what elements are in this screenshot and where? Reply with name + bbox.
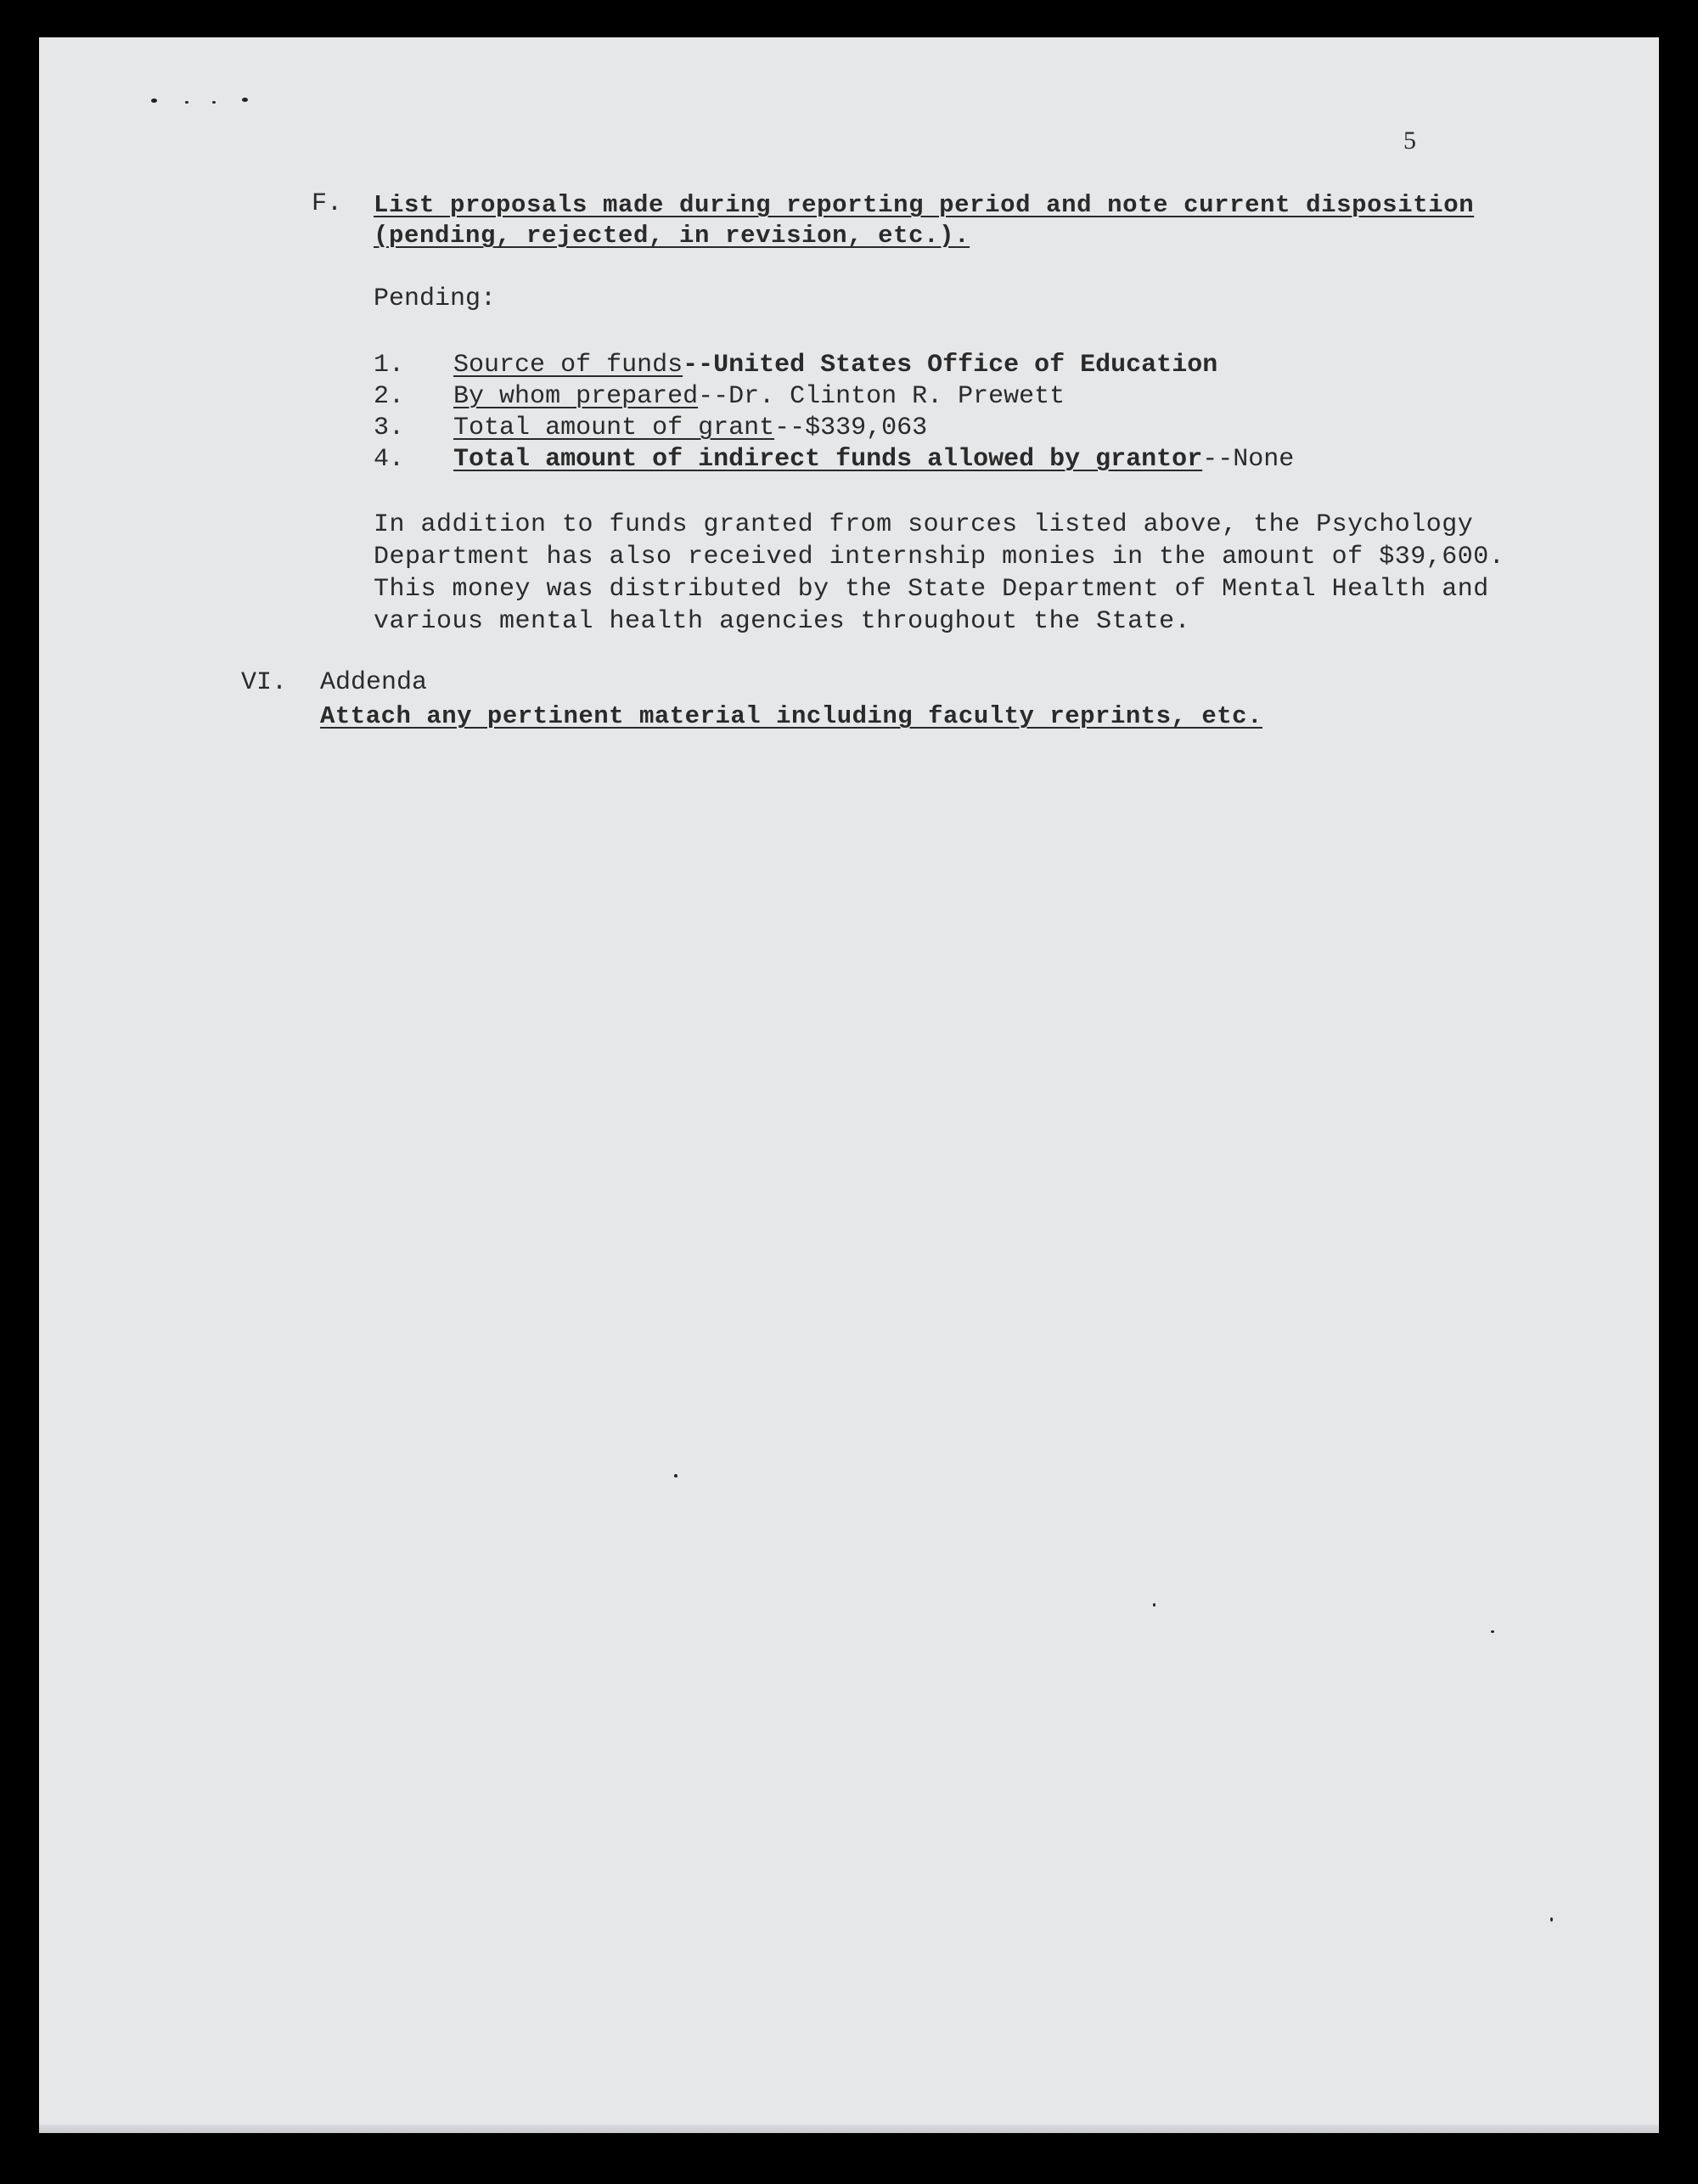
paragraph-line: various mental health agencies throughout the State. xyxy=(374,607,1191,636)
list-item-value: --United States Office of Education xyxy=(683,351,1218,380)
section-vi-numeral: VI. xyxy=(241,668,288,697)
scan-speck xyxy=(1153,1603,1155,1607)
scan-speck xyxy=(151,99,157,103)
scan-speck xyxy=(242,98,248,102)
list-item-number: 3. xyxy=(374,414,405,442)
page-number: 5 xyxy=(1403,127,1416,155)
paragraph-line: Department has also received internship monies in the amount of $39,600. xyxy=(374,543,1505,571)
list-item xyxy=(374,381,1065,412)
list-item-value: --None xyxy=(1202,445,1295,474)
scan-speck xyxy=(1491,1630,1494,1633)
section-f-heading-line1: List proposals made during reporting period and note current disposition xyxy=(374,191,1475,219)
list-item-number: 1. xyxy=(374,351,405,380)
list-item-label: Source of funds xyxy=(453,351,683,380)
list-item-label: Total amount of grant xyxy=(453,414,775,442)
list-item xyxy=(374,444,1294,475)
pending-label: Pending: xyxy=(374,284,497,313)
list-item xyxy=(374,413,927,443)
list-item-label: By whom prepared xyxy=(453,382,699,411)
scan-speck xyxy=(185,101,188,104)
section-f-heading-line2: (pending, rejected, in revision, etc.). xyxy=(374,222,970,250)
list-item-label: Total amount of indirect funds allowed by grantor xyxy=(453,445,1203,474)
paragraph-line: This money was distributed by the State Department of Mental Health and xyxy=(374,575,1489,604)
scan-speck xyxy=(674,1474,678,1478)
paragraph-line: In addition to funds granted from sources listed above, the Psychology xyxy=(374,510,1474,539)
list-item-number: 2. xyxy=(374,382,405,411)
scan-speck xyxy=(212,101,216,104)
list-item-value: --Dr. Clinton R. Prewett xyxy=(698,382,1065,411)
list-item xyxy=(374,350,1217,380)
section-vi-instruction: Attach any pertinent material including faculty reprints, etc. xyxy=(320,702,1262,730)
list-item-number: 4. xyxy=(374,445,405,474)
scan-speck xyxy=(1550,1917,1553,1922)
section-f-letter: F. xyxy=(312,189,343,218)
list-item-value: --$339,063 xyxy=(774,414,928,442)
section-vi-title: Addenda xyxy=(320,668,428,697)
